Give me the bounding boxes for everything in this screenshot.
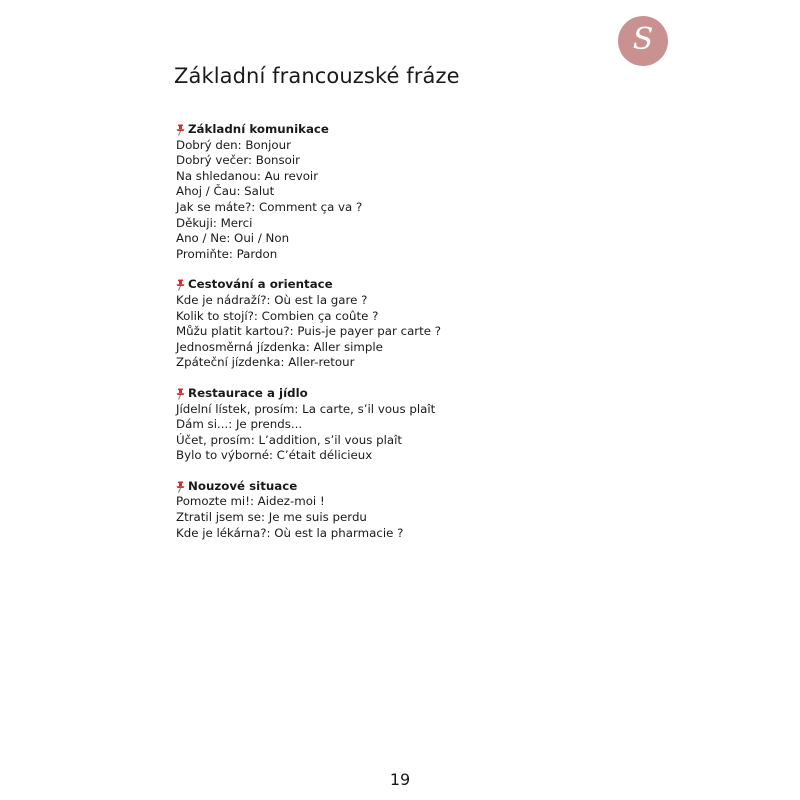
pushpin-icon: [175, 124, 186, 136]
phrase-item: Bylo to výborné: C’était délicieux: [176, 448, 373, 463]
section-heading-text: Restaurace a jídlo: [188, 385, 308, 400]
phrase-section: [175, 277, 655, 371]
logo-letter: S: [632, 22, 654, 57]
phrase-item: Kde je lékárna?: Où est la pharmacie ?: [176, 525, 404, 540]
phrase-item: Zpáteční jízdenka: Aller-retour: [176, 355, 355, 370]
phrase-item: Ahoj / Čau: Salut: [176, 184, 275, 199]
page-title: Základní francouzské fráze: [174, 64, 460, 88]
phrase-item: Jednosměrná jízdenka: Aller simple: [176, 339, 383, 354]
section-heading-text: Nouzové situace: [188, 478, 298, 493]
phrase-item: Můžu platit kartou?: Puis-je payer par carte ?: [176, 324, 442, 339]
phrase-section: [175, 122, 655, 262]
phrase-item: Pomozte mi!: Aidez-moi !: [176, 494, 325, 509]
pushpin-icon: [175, 388, 186, 400]
phrase-item: Dám si...: Je prends...: [176, 417, 303, 432]
phrase-section: [175, 479, 655, 541]
phrase-item: Jak se máte?: Comment ça va ?: [176, 199, 363, 214]
phrase-item: Dobrý den: Bonjour: [176, 137, 291, 152]
brand-logo: [618, 16, 668, 66]
section-heading: [175, 277, 655, 293]
section-heading: [175, 122, 655, 138]
phrase-item: Jídelní lístek, prosím: La carte, s’il vous plaît: [176, 401, 436, 416]
section-heading-text: Cestování a orientace: [188, 277, 333, 292]
phrase-item: Promiňte: Pardon: [176, 246, 278, 261]
section-heading: [175, 479, 655, 495]
page-number: 19: [389, 770, 411, 789]
pushpin-icon: [175, 279, 186, 291]
phrase-item: Ztratil jsem se: Je me suis perdu: [176, 510, 367, 525]
phrase-list: [175, 122, 655, 556]
phrase-item: Na shledanou: Au revoir: [176, 168, 319, 183]
pushpin-icon: [175, 481, 186, 493]
section-heading-text: Základní komunikace: [188, 122, 329, 136]
phrase-item: Kde je nádraží?: Où est la gare ?: [176, 292, 368, 307]
phrase-item: Účet, prosím: L’addition, s’il vous plaît: [176, 432, 403, 447]
section-heading: [175, 386, 655, 402]
phrase-section: [175, 386, 655, 464]
phrase-item: Dobrý večer: Bonsoir: [176, 153, 300, 168]
phrase-item: Ano / Ne: Oui / Non: [176, 231, 290, 246]
phrase-item: Děkuji: Merci: [176, 215, 253, 230]
phrase-item: Kolik to stojí?: Combien ça coûte ?: [176, 308, 379, 323]
